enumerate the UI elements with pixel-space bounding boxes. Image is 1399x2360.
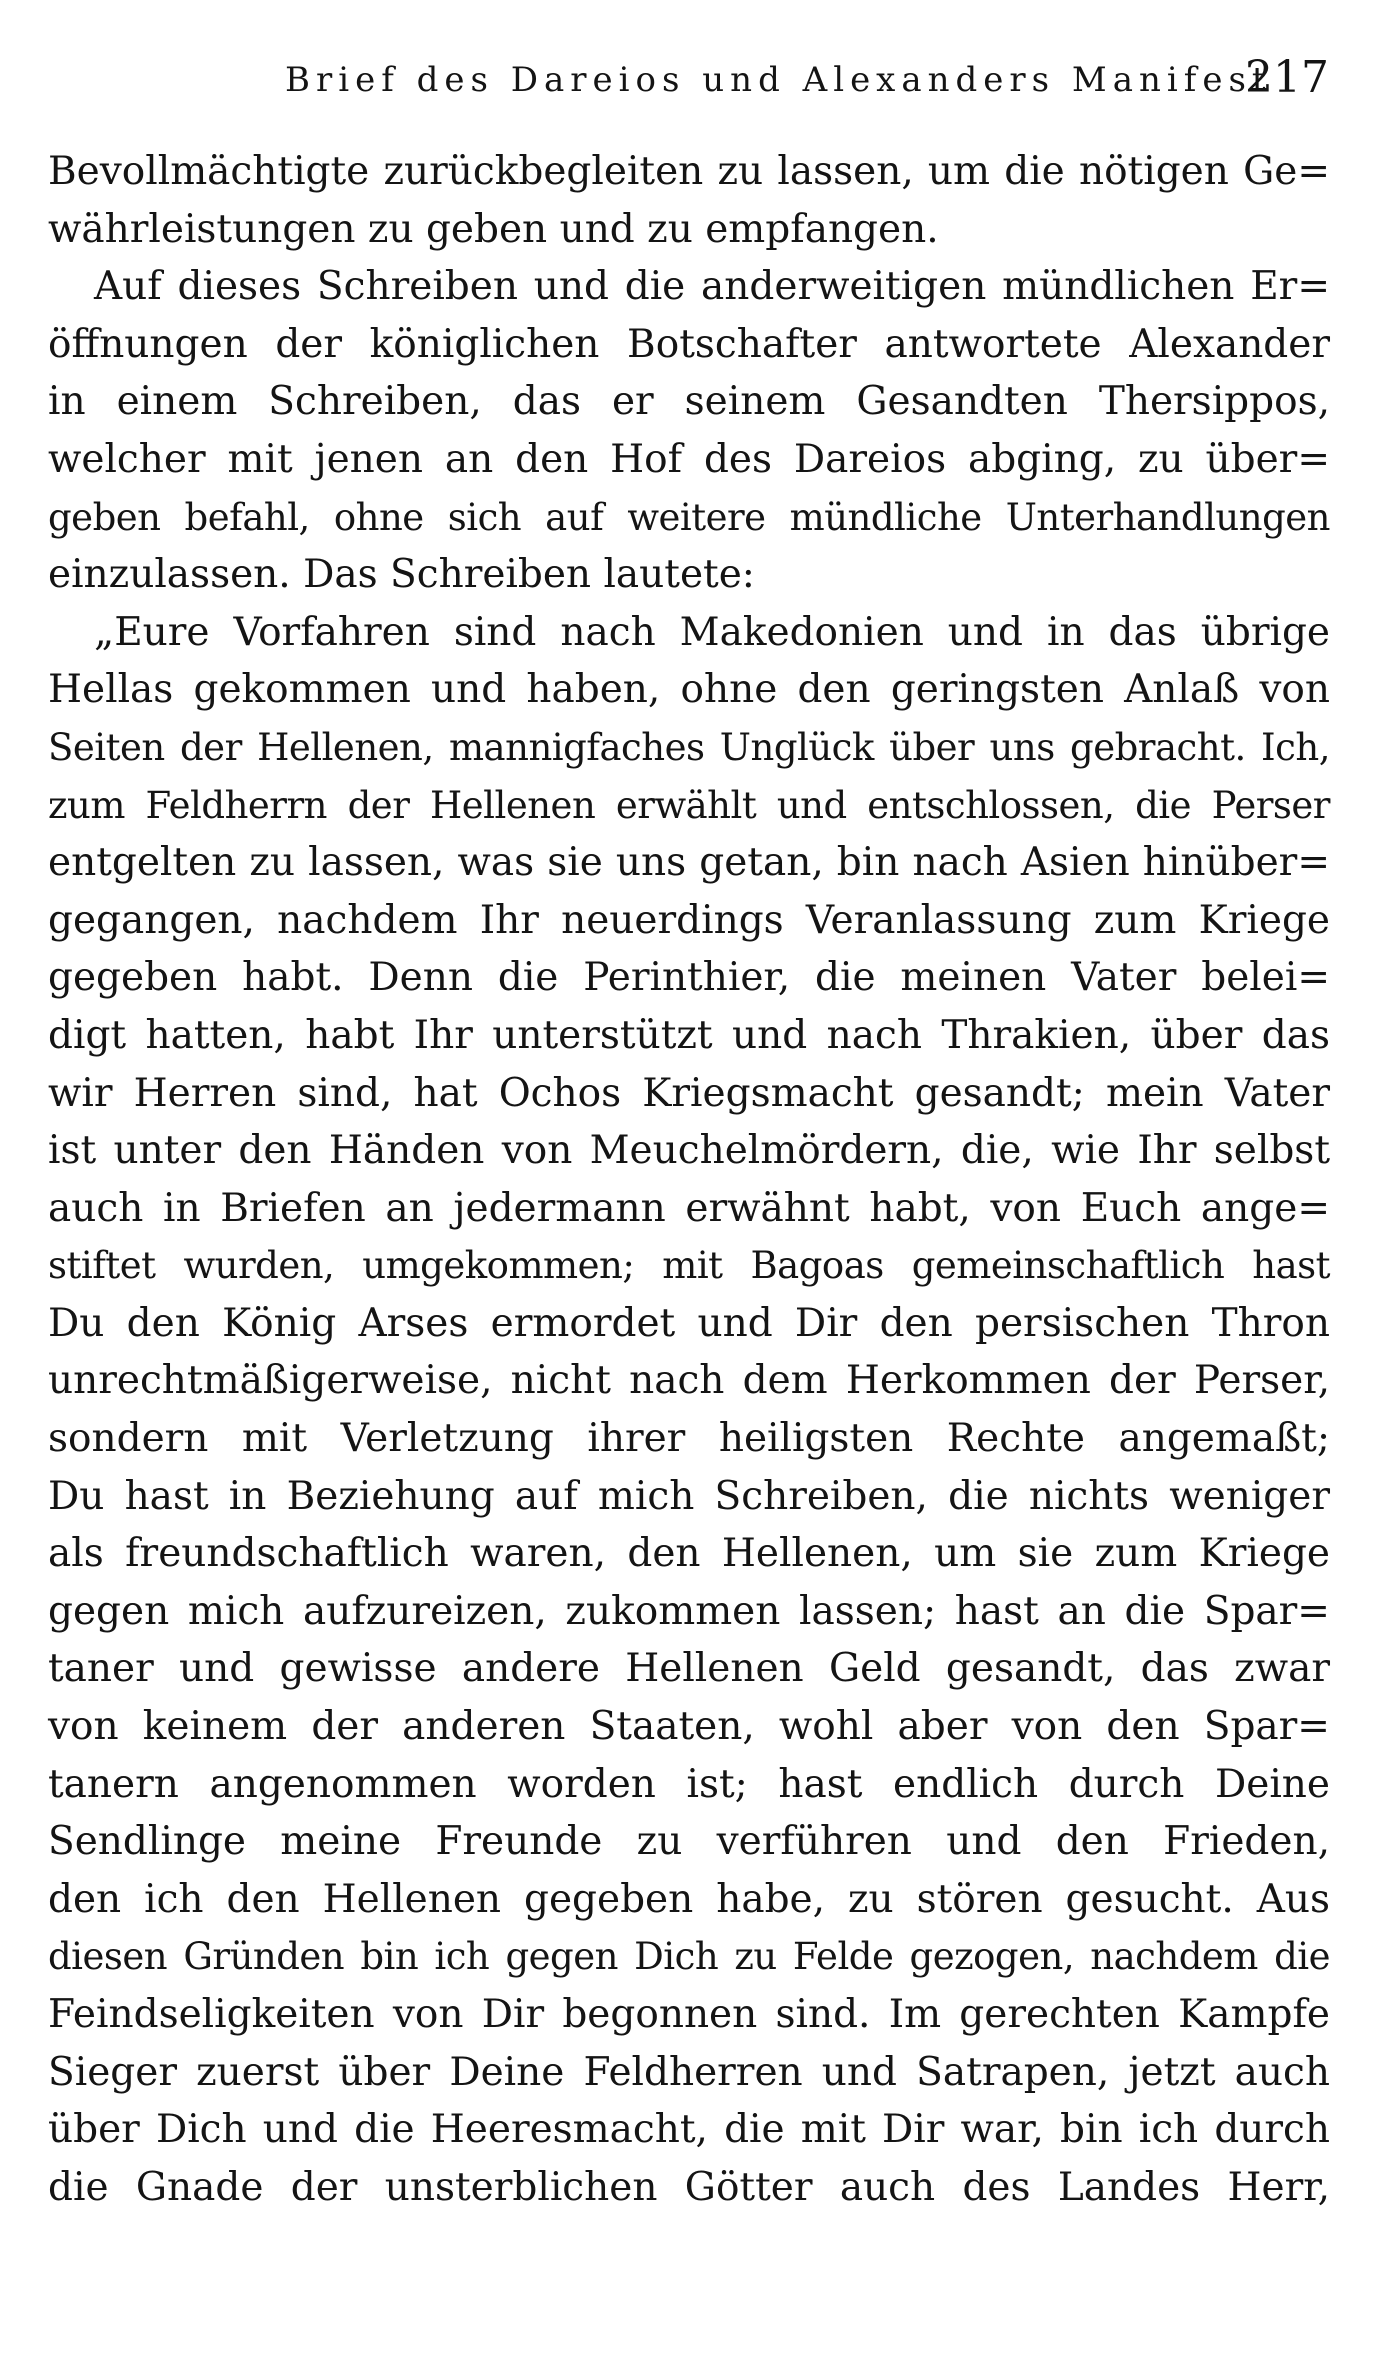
text-line: Bevollmächtigte zurückbegleiten zu lassen, um die nötigen Ge= — [48, 149, 1330, 194]
text-line: einzulassen. Das Schreiben lautete: — [48, 552, 755, 598]
text-line: Auf dieses Schreiben und die anderweitigen mündlichen Er= — [94, 264, 1330, 310]
text-line: wir Herren sind, hat Ochos Kriegsmacht gesandt; mein Vater — [48, 1070, 1330, 1116]
text-line: geben befahl, ohne sich auf weitere mündliche Unterhandlungen — [48, 495, 1330, 539]
text-line: gegeben habt. Denn die Perinthier, die meinen Vater belei= — [48, 955, 1330, 1001]
text-line: den ich den Hellenen gegeben habe, zu stören gesucht. Aus — [48, 1876, 1330, 1922]
text-line: taner und gewisse andere Hellenen Geld gesandt, das zwar — [48, 1646, 1330, 1692]
text-line: als freundschaftlich waren, den Hellenen, um sie zum Kriege — [48, 1531, 1330, 1577]
running-title: Brief des Dareios und Alexanders Manifest — [285, 60, 1272, 100]
text-line: stiftet wurden, umgekommen; mit Bagoas gemeinschaftlich hast — [48, 1244, 1330, 1288]
text-line: entgelten zu lassen, was sie uns getan, bin nach Asien hinüber= — [48, 840, 1330, 886]
text-line: Du den König Arses ermordet und Dir den persischen Thron — [48, 1300, 1330, 1346]
text-line: Hellas gekommen und haben, ohne den geringsten Anlaß von — [48, 667, 1330, 713]
text-line: gegen mich aufzureizen, zukommen lassen; hast an die Spar= — [48, 1588, 1330, 1634]
text-line: welcher mit jenen an den Hof des Dareios abging, zu über= — [48, 436, 1330, 482]
text-line: Sendlinge meine Freunde zu verführen und den Frieden, — [48, 1819, 1330, 1865]
text-line: digt hatten, habt Ihr unterstützt und nach Thrakien, über das — [48, 1012, 1330, 1058]
body-text — [48, 143, 1330, 2216]
text-line: gegangen, nachdem Ihr neuerdings Veranlassung zum Kriege — [48, 897, 1330, 943]
text-line: Seiten der Hellenen, mannigfaches Unglück über uns gebracht. Ich, — [48, 725, 1330, 769]
text-line: auch in Briefen an jedermann erwähnt habt, von Euch ange= — [48, 1185, 1330, 1231]
text-line: ist unter den Händen von Meuchelmördern, die, wie Ihr selbst — [48, 1128, 1330, 1174]
text-line: in einem Schreiben, das er seinem Gesandten Thersippos, — [48, 379, 1330, 425]
text-line: währleistungen zu geben und zu empfangen. — [48, 206, 939, 252]
running-head — [0, 52, 1399, 122]
text-line: Feindseligkeiten von Dir begonnen sind. Im gerechten Kampfe — [48, 1992, 1330, 2037]
text-line: sondern mit Verletzung ihrer heiligsten Rechte angemaßt; — [48, 1416, 1330, 1462]
page-number: 217 — [1245, 52, 1329, 103]
text-line: „Eure Vorfahren sind nach Makedonien und in das übrige — [94, 609, 1330, 655]
text-line: Du hast in Beziehung auf mich Schreiben, die nichts weniger — [48, 1473, 1330, 1519]
text-line: diesen Gründen bin ich gegen Dich zu Felde gezogen, nachdem die — [48, 1935, 1330, 1979]
text-line: von keinem der anderen Staaten, wohl aber von den Spar= — [48, 1704, 1330, 1750]
text-line: die Gnade der unsterblichen Götter auch des Landes Herr, — [48, 2164, 1330, 2210]
text-line: Sieger zuerst über Deine Feldherren und Satrapen, jetzt auch — [48, 2049, 1330, 2095]
text-line: tanern angenommen worden ist; hast endlich durch Deine — [48, 1761, 1330, 1807]
text-line: öffnungen der königlichen Botschafter antwortete Alexander — [48, 321, 1330, 367]
text-line: unrechtmäßigerweise, nicht nach dem Herkommen der Perser, — [48, 1358, 1330, 1404]
text-line: zum Feldherrn der Hellenen erwählt und entschlossen, die Perser — [48, 783, 1330, 827]
text-line: über Dich und die Heeresmacht, die mit Dir war, bin ich durch — [48, 2107, 1330, 2153]
